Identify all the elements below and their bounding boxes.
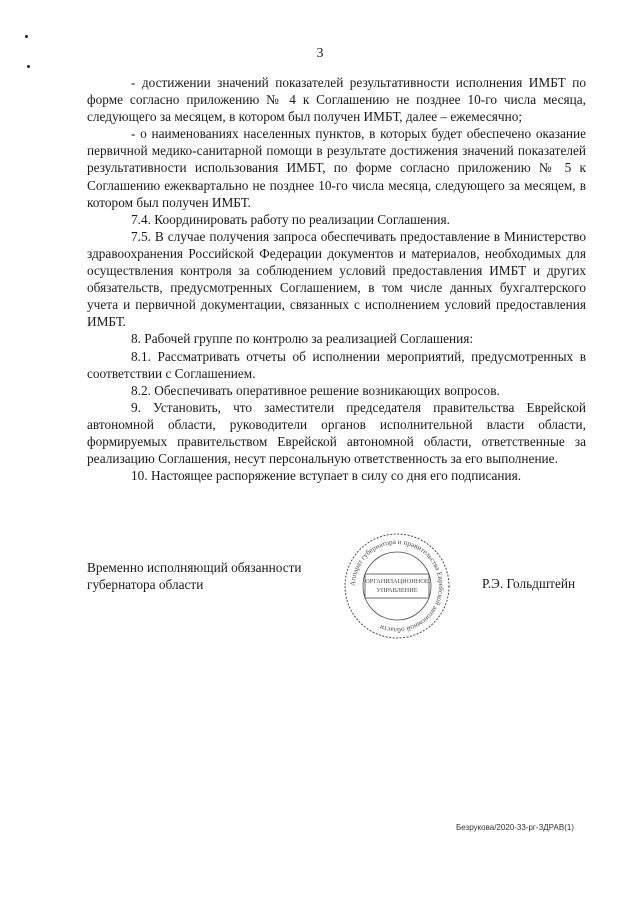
- margin-dot-top: [25, 35, 28, 38]
- paragraph-7-4: 7.4. Координировать работу по реализации Соглашения.: [131, 211, 450, 227]
- paragraph-settlements-report: - о наименованиях населенных пунктов, в которых будет обеспечено оказание первичной медико-санитарной помощи в результате достижения значений показателей результативности использования ИМБТ, по форме согласно приложению № 5 к Соглашению ежеквартально не позднее 10-го числа месяца, следующего за месяцем, в котором был получен ИМБТ.: [87, 126, 586, 210]
- paragraph-7-5: 7.5. В случае получения запроса обеспечивать предоставление в Министерство здравоохранения Российской Федерации документов и материалов, необходимых для осуществления контроля за соблюдением условий предоставления ИМБТ и других обязательств, предусмотренных Соглашением, в том числе данных бухгалтерского учета и первичной документации, связанных с исполнением условий предоставления ИМБТ.: [87, 228, 586, 330]
- seal-ring-text: Аппарат губернатора и правительства Еврейской автономной области: [348, 537, 446, 635]
- signer-title: Временно исполняющий обязанности губернатора области: [87, 560, 302, 593]
- document-body: [87, 74, 586, 484]
- seal-center-text: ОРГАНИЗАЦИОННОЕ УПРАВЛЕНИЕ: [365, 578, 429, 594]
- margin-dot-bottom: [27, 65, 30, 68]
- signature-block: [87, 537, 586, 649]
- page-number: 3: [316, 46, 324, 61]
- paragraph-8-2: 8.2. Обеспечивать оперативное решение возникающих вопросов.: [131, 382, 500, 398]
- paragraph-8: 8. Рабочей группе по контролю за реализацией Соглашения:: [131, 331, 474, 347]
- paragraph-9: 9. Установить, что заместители председателя правительства Еврейской автономной области, руководители органов исполнительной власти области, формируемых правительством Еврейской автономной области, ответственные за реализацию Соглашения, несут персональную ответственность за его выполнение.: [87, 399, 586, 467]
- paragraph-8-1: 8.1. Рассматривать отчеты об исполнении мероприятий, предусмотренных в соответствии с Соглашением.: [87, 348, 586, 381]
- document-code: Безрукова/2020-33-рг-ЗДРАВ(1): [456, 823, 574, 832]
- official-seal: [342, 531, 452, 641]
- signer-name: Р.Э. Гольдштейн: [482, 576, 576, 591]
- paragraph-indicators-report: - достижении значений показателей результативности исполнения ИМБТ по форме согласно приложению № 4 к Соглашению не позднее 10-го числа месяца, следующего за месяцем, в котором был получен ИМБТ, далее – ежемесячно;: [87, 75, 586, 125]
- paragraph-10: 10. Настоящее распоряжение вступает в силу со дня его подписания.: [131, 468, 522, 484]
